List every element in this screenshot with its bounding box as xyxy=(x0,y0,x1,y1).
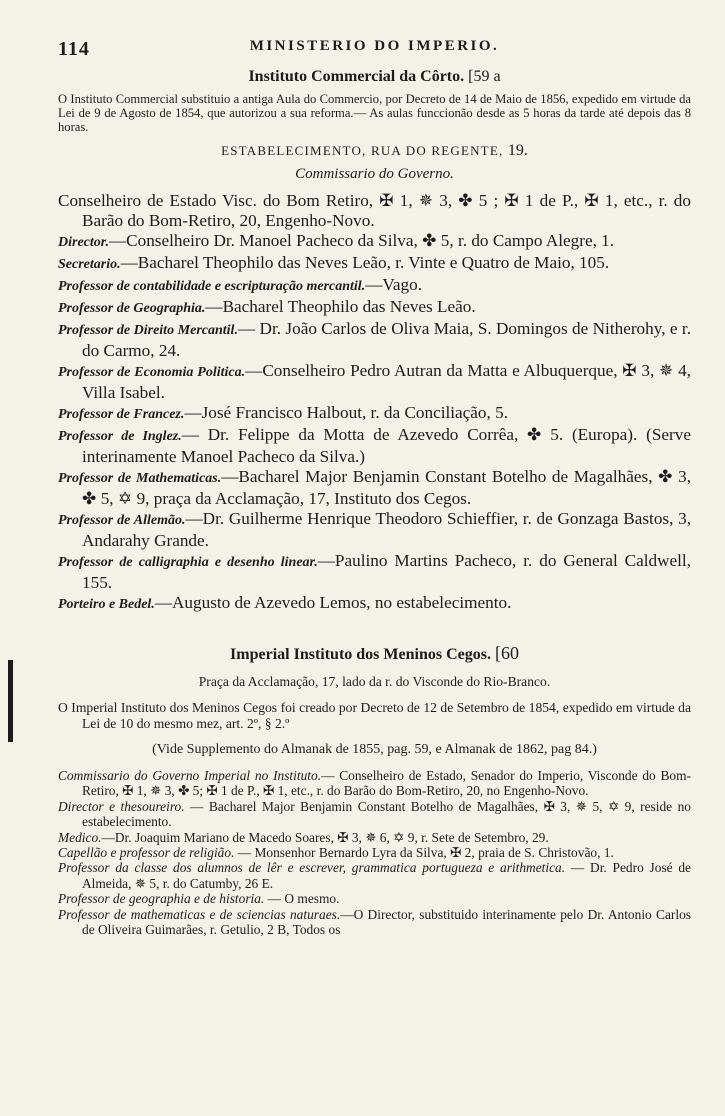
page-number: 114 xyxy=(58,38,90,60)
directory-entry xyxy=(58,253,691,275)
entry-role: Professor de Inglez. xyxy=(58,429,182,444)
directory-entry xyxy=(58,467,691,509)
directory-entry xyxy=(58,191,691,231)
entry-role: Secretario. xyxy=(58,257,121,272)
entry-role: Professor de contabilidade e escripturação mercantil. xyxy=(58,279,366,294)
entry-text: —Vago. xyxy=(365,275,423,294)
entry-role: Professor da classe dos alumnos de lêr e escrever, grammatica portugueza e arithmetica. xyxy=(58,860,566,876)
directory-entry xyxy=(58,860,691,891)
entry-role: Commissario do Governo Imperial no Instituto. xyxy=(58,768,322,783)
entry-text: — O mesmo. xyxy=(264,891,340,907)
directory-entry xyxy=(58,907,691,938)
entry-text: —Dr. Guilherme Henrique Theodoro Schieffier, r. de Gonzaga Bastos, 3, Andarahy Grande. xyxy=(82,509,692,550)
entry-text: — Dr. Felippe da Motta de Azevedo Corrêa, ✤ 5. (Europa). (Serve interinamente Manoel Pacheco da Silva.) xyxy=(82,425,691,466)
section-title-text: Instituto Commercial da Côrto. xyxy=(248,68,465,85)
entry-text: —Bacharel Major Benjamin Constant Botelho de Magalhães, ✤ 3, ✤ 5, ✡ 9, praça da Acclamação, 17, Instituto dos Cegos. xyxy=(82,467,691,508)
entry-role: Professor de Direito Mercantil. xyxy=(58,323,238,338)
entry-role: Professor de Francez. xyxy=(58,407,185,422)
entry-text: —Conselheiro Dr. Manoel Pacheco da Silva, ✤ 5, r. do Campo Alegre, 1. xyxy=(108,231,615,250)
entry-role: Professor de geographia e de historia. xyxy=(58,891,265,907)
entry-text: — Dr. João Carlos de Oliva Maia, S. Domingos de Nitherohy, e r. do Carmo, 24. xyxy=(82,319,692,360)
entry-text: —Bacharel Theophilo das Neves Leão, r. Vinte e Quatro de Maio, 105. xyxy=(120,253,610,272)
directory-entry xyxy=(58,509,691,551)
entry-text: — Conselheiro de Estado, Senador do Imperio, Visconde do Bom-Retiro, ✠ 1, ✵ 3, ✤ 5; ✠ 1 de P., ✠ 1, etc., r. do Barão do Bom-Retiro, 20, no Engenho-Novo. xyxy=(82,768,692,799)
entry-role: Capellão e professor de religião. xyxy=(58,845,235,861)
entry-text: — Dr. Pedro José de Almeida, ✵ 5, r. do Catumby, 26 E. xyxy=(82,860,692,891)
entry-list xyxy=(58,768,691,937)
entry-role: Director. xyxy=(58,235,109,250)
entry-role: Professor de Allemão. xyxy=(58,513,186,528)
entry-text: Conselheiro de Estado Visc. do Bom Retiro, ✠ 1, ✵ 3, ✤ 5 ; ✠ 1 de P., ✠ 1, etc., r. do Barão do Bom-Retiro, 20, Engenho-Novo. xyxy=(58,191,691,230)
directory-entry xyxy=(58,845,691,860)
section-note: O Imperial Instituto dos Meninos Cegos foi creado por Decreto de 12 de Setembro de 1854, expedido em virtude da Lei de 10 do mesmo mez, art. 2º, § 2.º xyxy=(58,700,691,731)
entry-role: Professor de Economia Politica. xyxy=(58,365,246,380)
entry-role: Porteiro e Bedel. xyxy=(58,597,155,612)
directory-entry xyxy=(58,297,691,319)
directory-entry xyxy=(58,799,691,830)
entry-role: Professor de calligraphia e desenho linear. xyxy=(58,555,318,570)
directory-entry xyxy=(58,830,691,845)
entry-text: —Conselheiro Pedro Autran da Matta e Albuquerque, ✠ 3, ✵ 4, Villa Isabel. xyxy=(82,361,691,402)
section-title xyxy=(58,643,691,664)
running-head: MINISTERIO DO IMPERIO. xyxy=(249,38,500,54)
subheading: Commissario do Governo. xyxy=(295,166,454,182)
entry-role: Professor de Geographia. xyxy=(58,301,206,316)
directory-entry xyxy=(58,403,691,425)
entry-role: Professor de Mathematicas. xyxy=(58,471,222,486)
directory-entry xyxy=(58,551,691,593)
entry-text: —O Director, substituido interinamente pelo Dr. Antonio Carlos de Oliveira Guimarães, r. Getulio, 2 B, Todos os xyxy=(82,906,691,938)
section-title xyxy=(58,68,691,86)
directory-entry xyxy=(58,361,691,403)
address-text: ESTABELECIMENTO, RUA DO REGENTE, xyxy=(221,143,504,158)
page-header xyxy=(58,38,691,64)
section-mark: [60 xyxy=(494,643,519,663)
directory-entry xyxy=(58,275,691,297)
entry-text: —José Francisco Halbout, r. da Conciliação, 5. xyxy=(184,403,509,422)
entry-text: —Augusto de Azevedo Lemos, no estabelecimento. xyxy=(154,593,512,612)
entry-text: —Paulino Martins Pacheco, r. do General Caldwell, 155. xyxy=(82,551,692,592)
entry-role: Director e thesoureiro. xyxy=(58,798,185,814)
directory-entry xyxy=(58,768,691,799)
entry-role: Medico. xyxy=(58,829,102,845)
entry-text: — Bacharel Major Benjamin Constant Botelho de Magalhães, ✠ 3, ✵ 5, ✡ 9, reside no estabelecimento. xyxy=(82,798,691,830)
directory-entry xyxy=(58,891,691,906)
entry-text: —Dr. Joaquim Mariano de Macedo Soares, ✠ 3, ✵ 6, ✡ 9, r. Sete de Setembro, 29. xyxy=(101,829,549,845)
entry-text: —Bacharel Theophilo das Neves Leão. xyxy=(205,297,476,316)
directory-entry xyxy=(58,425,691,467)
section-mark: [59 a xyxy=(468,68,501,85)
entry-list xyxy=(58,191,691,615)
section-intro: O Instituto Commercial substituio a antiga Aula do Commercio, por Decreto de 14 de Maio de 1856, expedido em virtude da Lei de 9 de Agosto de 1854, que autorizou a sua reforma.— As aulas funccionão desde as 5 horas da tarde até depois das 8 horas. xyxy=(58,92,691,134)
address-number: 19. xyxy=(507,142,528,159)
address-line xyxy=(58,142,691,160)
reference-note: (Vide Supplemento do Almanak de 1855, pag. 59, e Almanak de 1862, pag 84.) xyxy=(152,742,597,757)
location-line: Praça da Acclamação, 17, lado da r. do Visconde do Rio-Branco. xyxy=(198,674,551,689)
section-gap xyxy=(58,615,691,643)
section-title-text: Imperial Instituto dos Meninos Cegos. xyxy=(230,646,491,663)
entry-role: Professor de mathematicas e de sciencias naturaes. xyxy=(58,906,341,922)
directory-entry xyxy=(58,319,691,361)
directory-entry xyxy=(58,593,691,615)
directory-entry xyxy=(58,231,691,253)
binding-mark xyxy=(8,660,13,742)
entry-text: — Monsenhor Bernardo Lyra da Silva, ✠ 2, praia de S. Christovão, 1. xyxy=(234,845,614,861)
